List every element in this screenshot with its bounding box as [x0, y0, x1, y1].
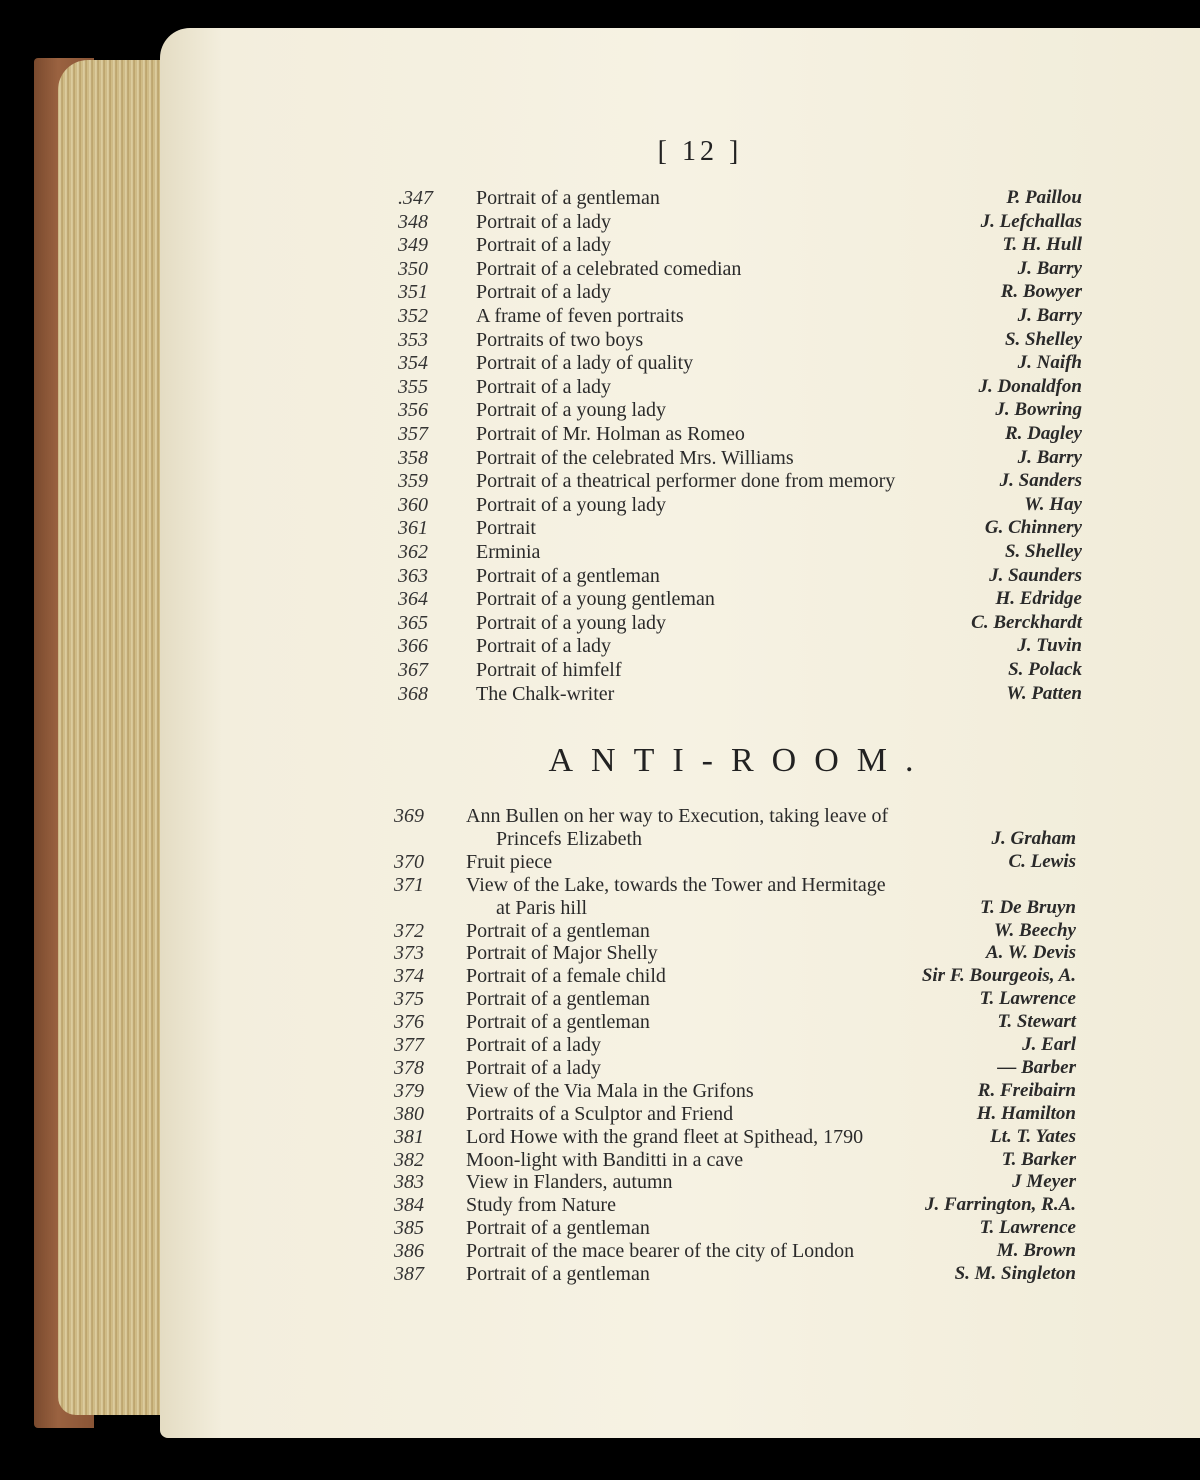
entry-title: Portrait of a young gentleman — [476, 588, 715, 611]
entry-artist: T. Stewart — [997, 1011, 1076, 1033]
entry-title: Portraits of two boys — [476, 328, 644, 351]
entry-artist: J. Saunders — [989, 564, 1082, 586]
entry-artist: J. Tuvin — [1017, 635, 1082, 657]
entry-title: Portrait of Major Shelly — [466, 942, 658, 965]
entry-number: 350 — [398, 257, 428, 280]
entry-number: 376 — [394, 1011, 424, 1034]
entry-number: 366 — [398, 635, 428, 658]
entry-number: 363 — [398, 564, 428, 587]
entry-artist: S. Shelley — [1004, 328, 1082, 350]
entry-artist: S. Shelley — [1004, 541, 1082, 562]
entry-artist: G. Chinnery — [984, 517, 1082, 539]
entry-artist: J. Earl — [1022, 1034, 1076, 1055]
entry-title: at Paris hill — [496, 896, 588, 919]
entry-title: View of the Lake, towards the Tower and Hermitage — [466, 873, 886, 896]
entry-title: Portrait of a lady — [466, 1034, 601, 1056]
entry-number: 378 — [394, 1056, 424, 1079]
entry-title: Portrait of a gentleman — [466, 919, 650, 942]
entry-number: 356 — [398, 399, 428, 422]
entry-artist: H. Edridge — [995, 588, 1082, 610]
entry-number: 379 — [394, 1079, 424, 1102]
entry-number: 381 — [394, 1125, 424, 1148]
entry-number: 369 — [394, 805, 424, 827]
entry-artist: T. Lawrence — [979, 988, 1076, 1010]
entry-number: 351 — [398, 281, 428, 304]
entry-title: Study from Nature — [466, 1194, 616, 1217]
entry-artist: R. Bowyer — [1000, 281, 1082, 303]
entry-title: Portrait of a young lady — [476, 399, 666, 422]
entry-artist: J. Barry — [1017, 446, 1082, 468]
entry-title: Portrait of a lady — [476, 375, 611, 398]
entry-title: Princefs Elizabeth — [496, 827, 643, 850]
entry-title: Portrait of a gentleman — [466, 988, 650, 1011]
entry-artist: T. Lawrence — [979, 1217, 1076, 1239]
entry-artist: W. Patten — [1006, 682, 1082, 704]
entry-artist: T. H. Hull — [1002, 234, 1082, 256]
entry-artist: J. Lefchallas — [980, 210, 1082, 232]
entry-artist: R. Dagley — [1004, 423, 1082, 444]
entry-artist: J. Donaldfon — [978, 375, 1082, 397]
entry-number: 383 — [394, 1171, 424, 1194]
entry-title: Portrait of a young lady — [476, 493, 666, 516]
entry-artist: T. De Bruyn — [980, 896, 1076, 918]
entry-number: 361 — [398, 517, 428, 540]
entry-number: 372 — [394, 919, 424, 942]
entry-title: View in Flanders, autumn — [466, 1171, 673, 1194]
page-edges — [58, 60, 173, 1415]
entry-number: 375 — [394, 988, 424, 1011]
entry-title: Erminia — [476, 541, 541, 563]
entry-title: Portraits of a Sculptor and Friend — [466, 1102, 734, 1125]
entry-title: Portrait of the celebrated Mrs. Williams — [476, 446, 794, 469]
entry-number: 371 — [394, 873, 424, 896]
entry-title: Portrait of a lady — [466, 1056, 601, 1079]
entry-title: Portrait — [476, 517, 536, 540]
entry-artist: J. Barry — [1017, 257, 1082, 279]
entry-title: Portrait of Mr. Holman as Romeo — [476, 423, 745, 445]
entry-artist: J. Barry — [1017, 305, 1082, 326]
entry-number: 387 — [394, 1263, 424, 1285]
entry-artist: J. Sanders — [999, 470, 1082, 492]
entry-number: 384 — [394, 1194, 424, 1217]
entry-title: Portrait of a gentleman — [476, 564, 660, 587]
entry-title: Portrait of a young lady — [476, 611, 666, 634]
entry-artist: J. Naifh — [1017, 352, 1082, 374]
entry-number: 367 — [398, 659, 428, 681]
entry-number: 382 — [394, 1148, 424, 1171]
entry-title: Portrait of a celebrated comedian — [476, 257, 742, 280]
entry-title: Portrait of a lady — [476, 210, 611, 233]
entry-number: 373 — [394, 942, 424, 965]
entry-artist: W. Hay — [1024, 493, 1082, 515]
section-heading: ANTI-ROOM. — [548, 742, 932, 779]
entry-number: 358 — [398, 446, 428, 469]
entry-artist: A. W. Devis — [985, 942, 1076, 964]
entry-artist: — Barber — [997, 1056, 1076, 1078]
entry-number: 362 — [398, 541, 428, 563]
entry-number: 374 — [394, 965, 424, 988]
entry-artist: R. Freibairn — [977, 1079, 1076, 1101]
entry-title: Portrait of a lady — [476, 281, 611, 304]
entry-title: View of the Via Mala in the Grifons — [466, 1079, 754, 1102]
entry-artist: S. M. Singleton — [954, 1263, 1076, 1284]
entry-number: 353 — [398, 328, 428, 351]
entry-artist: Lt. T. Yates — [990, 1125, 1076, 1147]
entry-artist: M. Brown — [996, 1240, 1076, 1262]
entry-artist: W. Beechy — [994, 919, 1076, 941]
entry-number: 368 — [398, 682, 428, 705]
entry-artist: J. Graham — [991, 827, 1076, 849]
entry-number: 370 — [394, 850, 424, 873]
entry-number: 360 — [398, 493, 428, 516]
page-number: [ 12 ] — [657, 136, 743, 167]
entry-number: 352 — [398, 305, 428, 327]
entry-title: Portrait of a theatrical performer done from memory — [476, 470, 896, 493]
entry-title: Portrait of a lady — [476, 635, 611, 658]
entry-title: Moon-light with Banditti in a cave — [466, 1148, 744, 1171]
entry-title: Portrait of a gentleman — [466, 1217, 650, 1240]
entry-artist: T. Barker — [1001, 1148, 1076, 1170]
entry-title: Portrait of a gentleman — [476, 187, 660, 209]
entry-title: Portrait of a gentleman — [466, 1263, 650, 1285]
entry-title: Portrait of a gentleman — [466, 1011, 650, 1034]
entry-number: 359 — [398, 470, 428, 493]
entry-title: The Chalk-writer — [476, 682, 615, 705]
entry-title: Portrait of himfelf — [476, 659, 622, 681]
entry-number: 364 — [398, 588, 428, 611]
entry-number: 365 — [398, 611, 428, 634]
entry-number: 357 — [398, 423, 428, 445]
entry-artist: P. Paillou — [1006, 187, 1082, 208]
entry-number: 380 — [394, 1102, 424, 1125]
entry-artist: S. Polack — [1008, 659, 1082, 680]
entry-artist: C. Berckhardt — [971, 611, 1082, 633]
entry-title: Fruit piece — [466, 850, 553, 873]
entry-artist: C. Lewis — [1008, 850, 1076, 872]
entry-number: 386 — [394, 1240, 424, 1263]
entry-number: 348 — [398, 210, 428, 233]
entry-title: Lord Howe with the grand fleet at Spithead, 1790 — [466, 1125, 864, 1148]
entry-title: Portrait of a female child — [466, 965, 666, 988]
entry-artist: J Meyer — [1012, 1171, 1076, 1193]
entry-title: Portrait of a lady — [476, 234, 611, 257]
entry-artist: H. Hamilton — [976, 1102, 1076, 1124]
entry-number: 349 — [398, 234, 428, 257]
entry-title: A frame of feven portraits — [476, 305, 684, 327]
entry-number: .347 — [398, 187, 433, 209]
entry-artist: J. Bowring — [995, 399, 1082, 421]
entry-title: Ann Bullen on her way to Execution, taking leave of — [466, 805, 889, 827]
entry-artist: J. Farrington, R.A. — [925, 1194, 1076, 1216]
entry-title: Portrait of a lady of quality — [476, 352, 694, 375]
entry-number: 385 — [394, 1217, 424, 1240]
entry-title: Portrait of the mace bearer of the city of London — [466, 1240, 855, 1263]
entry-number: 354 — [398, 352, 428, 375]
entry-artist: Sir F. Bourgeois, A. — [921, 965, 1076, 987]
entry-number: 355 — [398, 375, 428, 398]
entry-number: 377 — [394, 1034, 424, 1056]
